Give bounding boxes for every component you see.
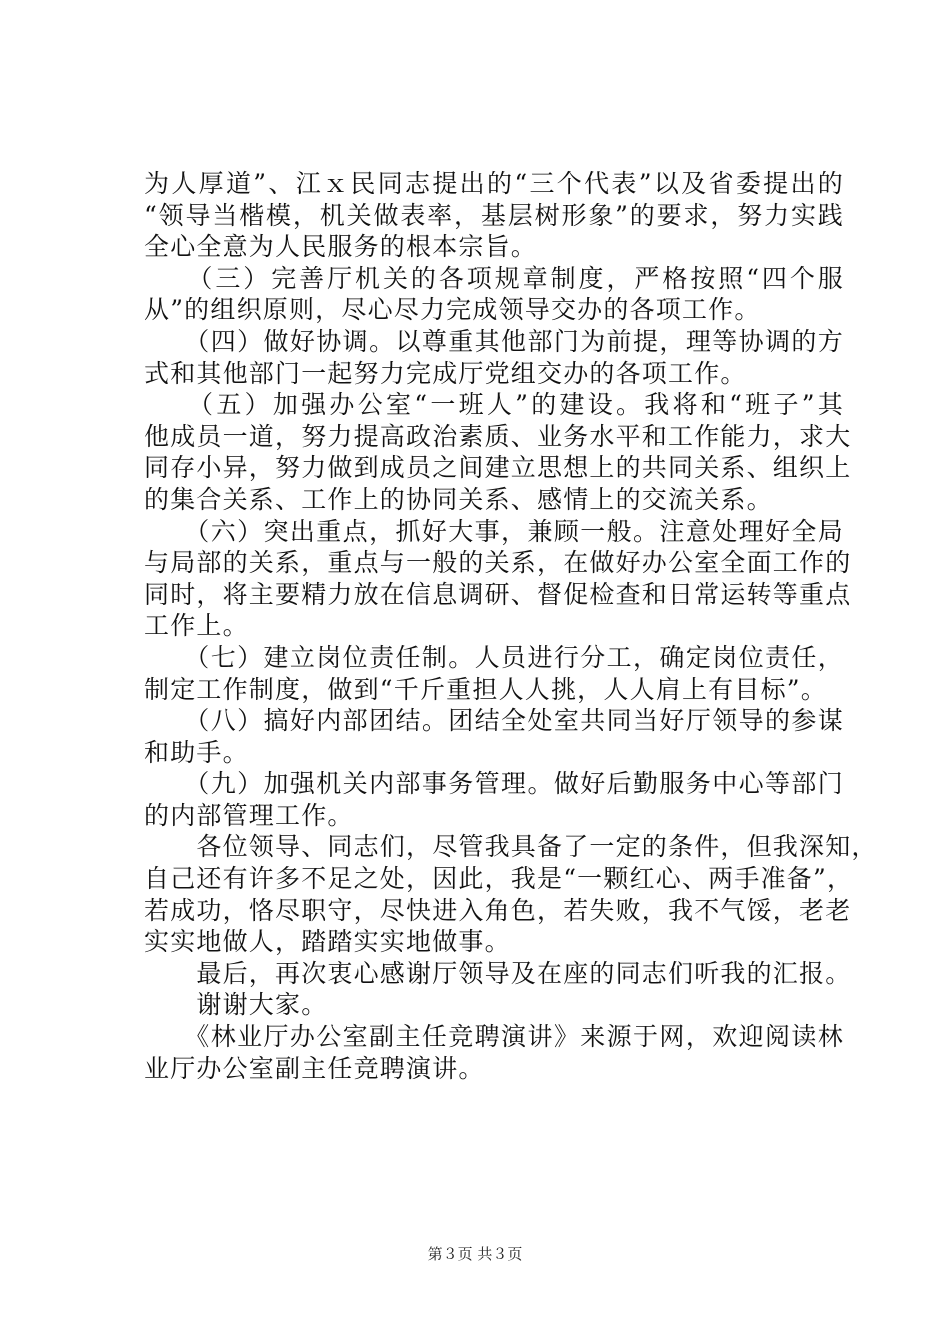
body-line: 实实地做人，踏踏实实地做事。 [144, 927, 511, 957]
body-line: （六）突出重点，抓好大事，兼顾一般。注意处理好全局 [144, 516, 844, 546]
body-line: 若成功，恪尽职守，尽快进入角色，若失败，我不气馁，老老 [144, 895, 852, 925]
body-line: 和助手。 [144, 737, 249, 767]
body-line: 的集合关系、工作上的协同关系、感情上的交流关系。 [144, 484, 773, 514]
body-line: 从”的组织原则，尽心尽力完成领导交办的各项工作。 [144, 295, 761, 325]
page-number-footer: 第３页 共３页 [427, 1245, 523, 1263]
body-line: 与局部的关系，重点与一般的关系，在做好办公室全面工作的 [144, 548, 852, 578]
body-line: 式和其他部门一起努力完成厅党组交办的各项工作。 [144, 358, 747, 388]
body-line: “领导当楷模，机关做表率，基层树形象”的要求，努力实践 [144, 200, 844, 230]
body-line: 自己还有许多不足之处，因此，我是“一颗红心、两手准备”， [144, 864, 854, 894]
body-line: 制定工作制度，做到“千斤重担人人挑，人人肩上有目标”。 [144, 674, 827, 704]
body-line: 他成员一道，努力提高政治素质、业务水平和工作能力，求大 [144, 421, 852, 451]
body-line: 工作上。 [144, 611, 249, 641]
body-line: 同存小异，努力做到成员之间建立思想上的共同关系、组织上 [144, 453, 852, 483]
body-line: （五）加强办公室“一班人”的建设。我将和“班子”其 [144, 390, 844, 420]
body-line: （四）做好协调。以尊重其他部门为前提，理等协调的方 [144, 326, 844, 356]
body-line: 同时，将主要精力放在信息调研、督促检查和日常运转等重点 [144, 579, 852, 609]
body-line: 谢谢大家。 [144, 990, 328, 1020]
body-line: （八）搞好内部团结。团结全处室共同当好厅领导的参谋 [144, 706, 844, 736]
body-line: 业厅办公室副主任竞聘演讲。 [144, 1053, 485, 1083]
body-line: （九）加强机关内部事务管理。做好后勤服务中心等部门 [144, 769, 844, 799]
body-line: 最后，再次衷心感谢厅领导及在座的同志们听我的汇报。 [144, 958, 852, 988]
body-line: （三）完善厅机关的各项规章制度，严格按照“四个服 [144, 263, 844, 293]
document-body [144, 168, 878, 1084]
body-line: 的内部管理工作。 [144, 800, 354, 830]
body-line: 全心全意为人民服务的根本宗旨。 [144, 232, 538, 262]
body-line: 各位领导、同志们，尽管我具备了一定的条件，但我深知， [144, 832, 878, 862]
body-line: 为人厚道”、江ｘ民同志提出的“三个代表”以及省委提出的 [144, 169, 844, 198]
body-line: （七）建立岗位责任制。人员进行分工，确定岗位责任， [144, 642, 844, 672]
body-line: 《林业厅办公室副主任竞聘演讲》来源于网，欢迎阅读林 [144, 1022, 844, 1052]
